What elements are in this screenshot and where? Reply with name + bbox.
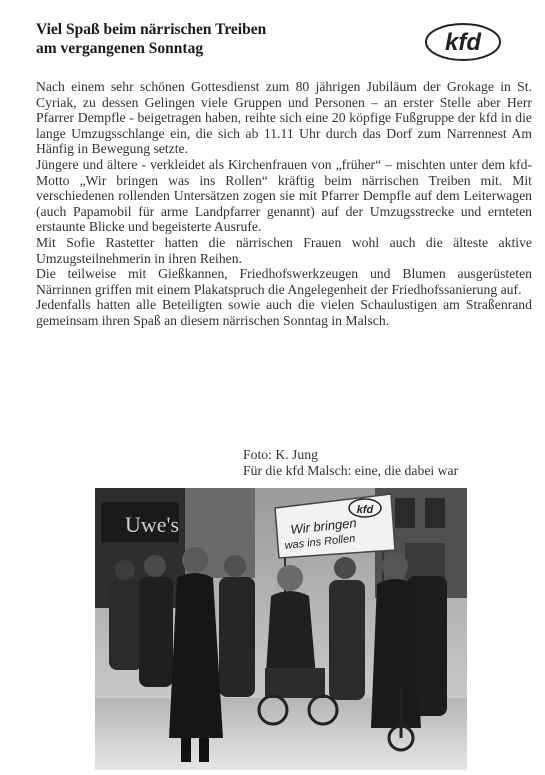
credits-block (243, 447, 543, 478)
paragraph-1: Nach einem sehr schönen Gottesdienst zum 80 jährigen Jubiläum der Grokage in St. Cyriak, zu dessen Gelingen viele Gruppen und Personen – an erster Stelle aber Herr Pfarrer Dempfle - beigetragen haben, reihte sich eine 20 köpfige Fußgruppe der kfd in die lange Umzugsschlange ein, die sich ab 11.11 Uhr durch das Dorf zum Narrennest Am Hänfig in Bewegung setzte. (36, 79, 532, 157)
photo-credit: Foto: K. Jung (243, 447, 318, 462)
kfd-logo (424, 22, 502, 62)
sign-logo: kfd (356, 504, 374, 516)
author-credit: Für die kfd Malsch: eine, die dabei war (243, 462, 459, 478)
shop-sign: Uwe's (125, 512, 180, 537)
article-body (36, 79, 532, 329)
paragraph-2: Jüngere und ältere - verkleidet als Kirchenfrauen von „früher“ – mischten unter dem kfd-Motto „Wir bringen was ins Rollen“ kräftig beim närrischen Treiben mit. Mit verschiedenen rollenden Untersätzen zogen sie mit Pfarrer Dempfle auf dem Leiterwagen (auch Papamobil für arme Landpfarrer genannt) auf der Umzugsstrecke und ernteten erstaunte Blicke und begeisterte Ausrufe. (36, 156, 532, 235)
sign-line-1: Wir bringen (289, 515, 358, 537)
article-title (36, 20, 396, 58)
title-line-2: am vergangenen Sonntag (36, 40, 204, 57)
title-line-1: Viel Spaß beim närrischen Treiben (36, 21, 267, 38)
paragraph-5: Jedenfalls hatten alle Beteiligten sowie auch die vielen Schaulustigen am Straßenrand gemeinsam ihren Spaß an diesem närrischen Sonntag in Malsch. (36, 297, 532, 328)
carnival-photo (95, 488, 467, 770)
paragraph-4: Die teilweise mit Gießkannen, Friedhofswerkzeugen und Blumen ausgerüsteten Närrinnen griffen mit einem Plakatspruch die Angelegenheit der Friedhofssanierung auf. (36, 266, 532, 297)
logo-text: kfd (445, 29, 481, 56)
paragraph-3: Mit Sofie Rastetter hatten die närrischen Frauen wohl auch die älteste aktive Umzugsteilnehmerin in ihren Reihen. (36, 234, 532, 266)
sign-line-2: was ins Rollen (284, 532, 356, 552)
